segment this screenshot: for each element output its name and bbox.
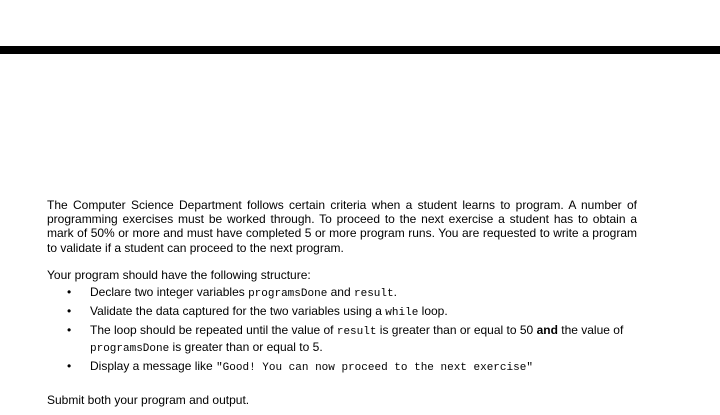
submit-note: Submit both your program and output. xyxy=(47,393,250,408)
list-item-loop xyxy=(47,323,637,355)
var-programs-done: programsDone xyxy=(90,342,170,355)
validate-prefix: Validate the data captured for the two variables using a xyxy=(90,304,386,319)
display-message: "Good! You can now proceed to the next exercise" xyxy=(216,361,533,374)
declare-suffix: . xyxy=(393,285,397,300)
loop-and-bold: and xyxy=(536,323,558,338)
intro-paragraph: The Computer Science Department follows certain criteria when a student learns to program. A number of programming exercises must be worked through. To proceed to the next exercise a student has to obtain a mark of 50% or more and must have completed 5 or more program runs. You are requested to write a program to validate if a student can proceed to the next program. xyxy=(47,198,637,255)
structure-heading: Your program should have the following structure: xyxy=(47,267,311,282)
list-item-validate xyxy=(47,304,637,320)
loop-middle2: the value of xyxy=(557,323,624,338)
loop-middle: is greater than or equal to 50 xyxy=(376,323,537,338)
display-prefix: Display a message like xyxy=(90,358,217,373)
bullet-icon: • xyxy=(67,304,72,319)
list-item-declare xyxy=(47,285,637,301)
loop-suffix: is greater than or equal to 5. xyxy=(169,339,323,354)
declare-prefix: Declare two integer variables xyxy=(90,285,249,300)
bullet-icon: • xyxy=(67,323,72,338)
requirements-list xyxy=(47,285,637,375)
var-result: result xyxy=(354,288,394,301)
loop-prefix: The loop should be repeated until the value of xyxy=(90,323,337,338)
while-keyword: while xyxy=(385,307,419,320)
assignment-text xyxy=(47,198,637,407)
var-result: result xyxy=(336,326,377,339)
top-rule xyxy=(0,46,720,54)
validate-suffix: loop. xyxy=(418,304,448,319)
declare-and: and xyxy=(327,285,354,300)
bullet-icon: • xyxy=(67,358,72,373)
bullet-icon: • xyxy=(67,285,72,300)
list-item-display xyxy=(47,359,637,375)
var-programs-done: programsDone xyxy=(248,288,328,301)
